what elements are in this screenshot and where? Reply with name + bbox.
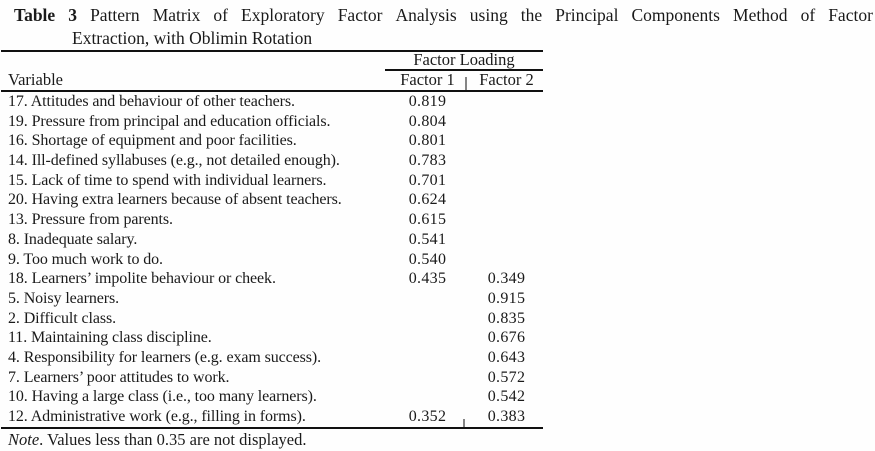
factor1-loading-cell: 0.801 [408, 132, 447, 150]
variable-cell: 7. Learners’ poor attitudes to work. [8, 368, 230, 386]
table-body [0, 92, 543, 427]
factor1-loading-cell [385, 289, 470, 309]
table-row [0, 387, 543, 407]
table-bottom-rule [1, 427, 543, 429]
title-word: Table [14, 5, 56, 25]
factor2-loading-cell [470, 131, 543, 151]
factor1-loading-cell [385, 348, 470, 368]
table-row [0, 309, 543, 329]
factor1-loading-cell [385, 387, 470, 407]
table-row [0, 210, 543, 230]
factor2-loading-cell [470, 210, 543, 230]
variable-cell: 20. Having extra learners because of absent teachers. [8, 191, 342, 209]
factor1-loading-cell: 0.701 [408, 171, 447, 189]
variable-cell: 19. Pressure from principal and education officials. [8, 112, 331, 130]
variable-cell: 17. Attitudes and behaviour of other teachers. [8, 93, 295, 110]
table-title-line2: Extraction, with Oblimin Rotation [72, 28, 313, 48]
variable-cell: 10. Having a large class (i.e., too many learners). [8, 388, 317, 406]
factor1-loading-cell [385, 328, 470, 348]
title-word: Factor [337, 5, 383, 25]
table-row [0, 230, 543, 250]
factor2-loading-cell [470, 250, 543, 270]
title-word: using [469, 5, 508, 25]
factor1-loading-cell [385, 309, 470, 329]
variable-cell: 13. Pressure from parents. [8, 211, 173, 229]
factor2-loading-cell: 0.643 [487, 348, 526, 366]
factor1-loading-cell: 0.819 [408, 93, 447, 110]
factor2-loading-cell [470, 230, 543, 250]
factor2-loading-cell: 0.676 [487, 329, 526, 347]
factor1-loading-cell: 0.615 [408, 211, 447, 229]
factor2-loading-cell: 0.915 [487, 289, 526, 307]
table-row [0, 348, 543, 368]
note-text: . Values less than 0.35 are not displayed. [39, 430, 307, 449]
title-word: Components [631, 5, 720, 25]
table-row [0, 328, 543, 348]
factor1-loading-cell: 0.352 [408, 408, 447, 425]
table-row [0, 269, 543, 289]
factor2-loading-cell: 0.383 [487, 408, 526, 425]
title-word: Pattern [90, 5, 140, 25]
factor1-loading-cell: 0.624 [408, 191, 447, 209]
table-row [0, 171, 543, 191]
factor2-loading-cell [470, 190, 543, 210]
factor2-loading-cell [470, 112, 543, 132]
factor2-loading-cell [470, 171, 543, 191]
title-word: Exploratory [241, 5, 325, 25]
column-header-factor1: Factor 1 [400, 70, 455, 89]
variable-cell: 12. Administrative work (e.g., filling in forms). [8, 408, 306, 425]
title-word: of [213, 5, 228, 25]
variable-cell: 18. Learners’ impolite behaviour or cheek. [8, 270, 276, 288]
factor1-loading-cell: 0.541 [408, 230, 447, 248]
factor2-loading-cell: 0.572 [487, 368, 526, 386]
title-word: Factor [828, 5, 873, 25]
table-row [0, 250, 543, 270]
table-row [0, 131, 543, 151]
variable-cell: 16. Shortage of equipment and poor facilities. [8, 132, 297, 150]
factor2-loading-cell: 0.542 [487, 388, 526, 406]
variable-cell: 15. Lack of time to spend with individual learners. [8, 171, 327, 189]
factor1-loading-cell: 0.804 [408, 112, 447, 130]
factor2-loading-cell [470, 92, 543, 112]
title-word: Principal [555, 5, 619, 25]
table-row [0, 151, 543, 171]
factor2-loading-cell: 0.835 [487, 309, 526, 327]
table-note [8, 430, 306, 450]
factor2-loading-cell [470, 151, 543, 171]
title-word: Matrix [152, 5, 201, 25]
factor1-loading-cell [385, 368, 470, 388]
title-word: 3 [68, 5, 77, 25]
title-word: Analysis [395, 5, 457, 25]
title-word: of [800, 5, 816, 25]
title-word: the [520, 5, 543, 25]
factor1-loading-cell: 0.540 [408, 250, 447, 268]
factor2-loading-cell: 0.349 [487, 270, 526, 288]
variable-cell: 4. Responsibility for learners (e.g. exam success). [8, 348, 322, 366]
variable-cell: 8. Inadequate salary. [8, 230, 138, 248]
column-header-variable: Variable [8, 70, 63, 89]
table-row [0, 92, 543, 112]
column-group-header-factor-loading: Factor Loading [413, 50, 515, 69]
column-header-factor2: Factor 2 [479, 70, 534, 89]
title-word: Method [733, 5, 788, 25]
note-label: Note [8, 430, 40, 449]
variable-cell: 5. Noisy learners. [8, 289, 120, 307]
variable-cell: 11. Maintaining class discipline. [8, 329, 212, 347]
table-row [0, 190, 543, 210]
table-title-line1 [14, 5, 873, 26]
variable-cell: 2. Difficult class. [8, 309, 117, 327]
table-row [0, 112, 543, 132]
table-row [0, 407, 543, 427]
table-row [0, 289, 543, 309]
factor1-loading-cell: 0.435 [408, 270, 447, 288]
table-row [0, 368, 543, 388]
factor1-loading-cell: 0.783 [408, 152, 447, 170]
variable-cell: 14. Ill-defined syllabuses (e.g., not detailed enough). [8, 152, 340, 170]
variable-cell: 9. Too much work to do. [8, 250, 163, 268]
